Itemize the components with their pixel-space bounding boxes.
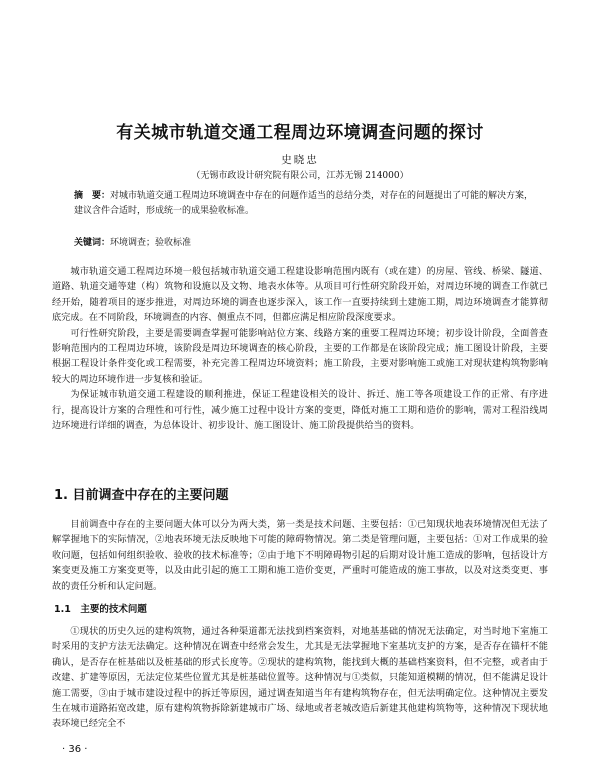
section-paragraph: 目前调查中存在的主要问题大体可以分为两大类，第一类是技术问题、主要包括：①已知现状地表环境情况但无法了解掌握地下的实际情况，②地表环境无法反映地下可能的障碍物情况。第二类是管理问题，主要包括：①对工作成果的验收问题，包括如何组织验收、验收的技术标准等；②由于地下不明障碍物引起的后期对设计施工造成的影响，包括设计方案变更及施工方案变更等，以及由此引起的施工工期和施工造价变更，严重时可能造成的施工事故，以及对这类变更、事故的责任分析和认定问题。 (52, 519, 548, 592)
abstract-label: 摘 要： (74, 191, 111, 201)
subsection-1-1-body (52, 624, 548, 732)
intro-paragraph: 城市轨道交通工程周边环境一般包括城市轨道交通工程建设影响范围内既有（或在建）的房屋、管线、桥梁、隧道、道路、轨道交通等建（构）筑物和设施以及文物、地表水体等。从项目可行性研究阶段开始，对周边环境的调查工作就已经开始，随着项目的逐步推进，对周边环境的调查也逐步深入，该工作一直要持续到土建施工期，周边环境调查才能算彻底完成。在不同阶段，环境调查的内容、侧重点不同，但都应满足相应阶段深度要求。 (52, 266, 548, 324)
subsection-heading: 1.1 主要的技术问题 (54, 604, 147, 615)
introduction (52, 264, 548, 433)
keywords-label: 关键词： (74, 238, 111, 248)
section-heading: 1. 目前调查中存在的主要问题 (54, 488, 229, 503)
section-paragraph: ①现状的历史久远的建构筑物，通过各种渠道都无法找到档案资料，对地基基础的情况无法确定，对当时地下室施工时采用的支护方法无法确定。这种情况在调查中经常会发生，尤其是无法掌握地下室基坑支护的方案，是否存在锚杆不能确认，是否存在桩基础以及桩基础的形式长度等。②现状的建构筑物，能找到大概的基础档案资料，但不完整，或者由于改建、扩建等原因，无法定位某些位置尤其是桩基础位置等。这种情况与①类似，只能知道模糊的情况，但不能满足设计施工需要，③由于城市建设过程中的拆迁等原因，通过调查知道当年有建构筑物存在，但无法明确定位。这种情况主要发生在城市道路拓宽改建，原有建构筑物拆除新建城市广场、绿地或者老城改造后新建其他建构筑物等，这种情况下现状地表环境已经完全不 (52, 626, 548, 730)
keywords (74, 236, 536, 250)
keywords-text: 环境调查；验收标准 (110, 238, 192, 248)
author-name: 史晓忠 (281, 154, 319, 166)
paper-title: 有关城市轨道交通工程周边环境调查问题的探讨 (116, 123, 484, 143)
page-number: · 36 · (62, 744, 88, 755)
intro-paragraph: 为保证城市轨道交通工程建设的顺利推进，保证工程建设相关的设计、拆迁、施工等各项建设工作的正常、有序进行，提高设计方案的合理性和可行性，减少施工过程中设计方案的变更，降低对施工工期和造价的影响，需对工程沿线周边环境进行详细的调查，为总体设计、初步设计、施工图设计、施工阶段提供给当的资料。 (52, 389, 548, 432)
section-1-body (52, 517, 548, 594)
author-affiliation: （无锡市政设计研究院有限公司，江苏无锡 214000） (191, 171, 409, 181)
abstract (74, 189, 536, 219)
intro-paragraph: 可行性研究阶段，主要是需要调查掌握可能影响站位方案、线路方案的重要工程周边环境；初步设计阶段，全面普查影响范围内的工程周边环境，该阶段是周边环境调查的核心阶段，主要的工作都是在该阶段完成；施工图设计阶段，主要根据工程设计条件变化或工程需要，补充完善工程周边环境资料；施工阶段，主要对影响施工或施工对现状建构筑物影响较大的周边环境作进一步复核和验证。 (52, 327, 548, 385)
abstract-text: 对城市轨道交通工程周边环境调查中存在的问题作适当的总结分类，对存在的问题提出了可能的解决方案，建议含件合适时，形成统一的成果验收标准。 (74, 191, 534, 216)
